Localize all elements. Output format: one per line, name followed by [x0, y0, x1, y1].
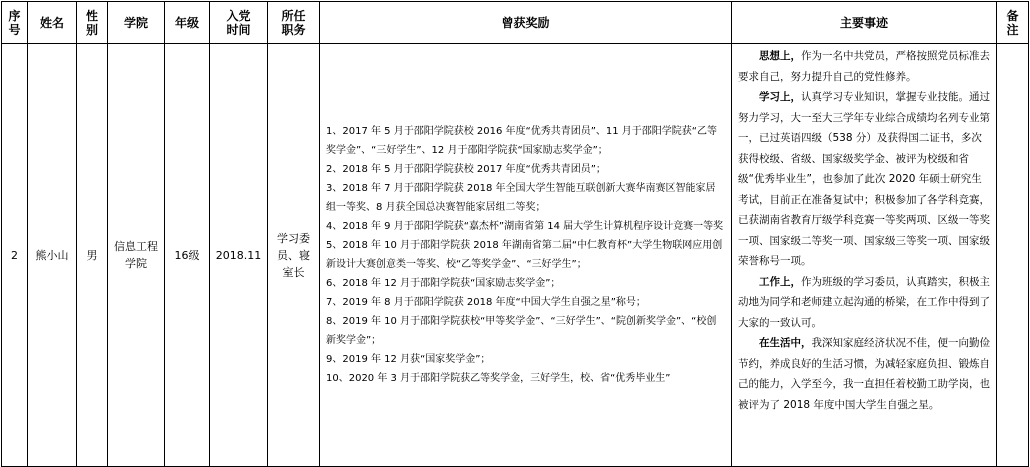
- header-remarks: 备注: [997, 2, 1029, 44]
- cell-seq: 2: [2, 44, 28, 467]
- cell-deeds: [732, 44, 997, 467]
- header-gender: 性别: [77, 2, 108, 44]
- header-college: 学院: [108, 2, 165, 44]
- deed-paragraph: [738, 333, 990, 415]
- cell-awards: [320, 44, 732, 467]
- award-item: 8、2019 年 10 月于邵阳学院获校“甲等奖学金”、“三好学生”、“院创新奖学金”、“校创新奖学金”；: [326, 316, 717, 346]
- deed-text: 我深知家庭经济状况不佳，便一向勤俭节约，养成良好的生活习惯，为减轻家庭负担、锻炼自己的能力，入学至今，我一直担任着校勤工助学岗，也被评为了 2018 年度中国大学生自强之星。: [738, 337, 990, 411]
- deed-heading: 工作上，: [759, 275, 801, 288]
- cell-gender: 男: [77, 44, 108, 467]
- award-item: 9、2019 年 12 月获“国家奖学金”；: [326, 354, 491, 365]
- award-item: 6、2018 年 12 月于邵阳学院获“国家励志奖学金”；: [326, 278, 561, 289]
- header-awards: 曾获奖励: [320, 2, 732, 44]
- cell-grade: 16级: [165, 44, 210, 467]
- header-join-date: 入党时间: [210, 2, 268, 44]
- award-item: 10、2020 年 3 月于邵阳学院获乙等奖学金，三好学生，校、省“优秀毕业生”: [326, 373, 671, 384]
- deed-text: 作为班级的学习委员，认真踏实，积极主动地为同学和老师建立起沟通的桥梁，在工作中得到了大家的一致认可。: [738, 275, 990, 329]
- position-text: 学习委员、寝室长: [277, 231, 310, 279]
- cell-remarks: [997, 44, 1029, 467]
- header-position: 所任职务: [268, 2, 320, 44]
- deed-text: 作为一名中共党员，严格按照党员标准去要求自己，努力提升自己的党性修养。: [738, 50, 990, 83]
- award-item: 2、2018 年 5 月于邵阳学院获校 2017 年度“优秀共青团员”；: [326, 164, 606, 175]
- cell-college: [108, 44, 165, 467]
- deed-heading: 在生活中，: [759, 337, 812, 349]
- recommendation-table: [1, 1, 1029, 467]
- award-item: 4、2018 年 9 月于邵阳学院获“嘉杰杯”湖南省第 14 届大学生计算机程序设计竞赛一等奖: [326, 221, 724, 232]
- award-item: 3、2018 年 7 月于邵阳学院获 2018 年全国大学生智能互联创新大赛华南赛区智能家居组一等奖、8 月获全国总决赛智能家居组二等奖；: [326, 183, 716, 213]
- deed-heading: 思想上，: [759, 50, 801, 62]
- header-name: 姓名: [28, 2, 77, 44]
- award-item: 1、2017 年 5 月于邵阳学院获校 2016 年度“优秀共青团员”、11 月于邵阳学院获“乙等奖学金”、“三好学生”、12 月于邵阳学院获“国家励志奖学金”；: [326, 126, 717, 156]
- header-grade: 年级: [165, 2, 210, 44]
- award-item: 7、2019 年 8 月于邵阳学院获 2018 年度“中国大学生自强之星”称号；: [326, 297, 646, 308]
- table-row: [2, 44, 1029, 467]
- deed-paragraph: [738, 87, 990, 272]
- deed-paragraph: [738, 46, 990, 87]
- deed-paragraph: [738, 272, 990, 334]
- header-deeds: 主要事迹: [732, 2, 997, 44]
- deed-heading: 学习上，: [759, 91, 801, 103]
- header-seq: 序号: [2, 2, 28, 44]
- award-item: 5、2018 年 10 月于邵阳学院获 2018 年湖南省第二届“中仁教育杯”大学生物联网应用创新设计大赛创意类一等奖、校“乙等奖学金”、“三好学生”；: [326, 240, 723, 270]
- deed-text: 认真学习专业知识，掌握专业技能。通过努力学习，大一至大三学年专业综合成绩均名列专业第一，已过英语四级（538 分）及获得国二证书，多次获得校级、省级、国家级奖学金、被评为校级和省级“优秀毕业生”，也参加了此次 2020 年硕士研究生考试，目前正在准备复试中；积极参加了各学科竞赛，已获湖南省教育厅级学科竞赛一等奖两项、区级一等奖一项、国家级二等奖一项、国家级三等奖一项、国家级荣誉称号一项。: [738, 91, 990, 267]
- cell-name: 熊小山: [28, 44, 77, 467]
- cell-join-date: 2018.11: [210, 44, 268, 467]
- cell-position: [268, 44, 320, 467]
- college-text: 信息工程学院: [114, 240, 158, 270]
- header-row: [2, 2, 1029, 44]
